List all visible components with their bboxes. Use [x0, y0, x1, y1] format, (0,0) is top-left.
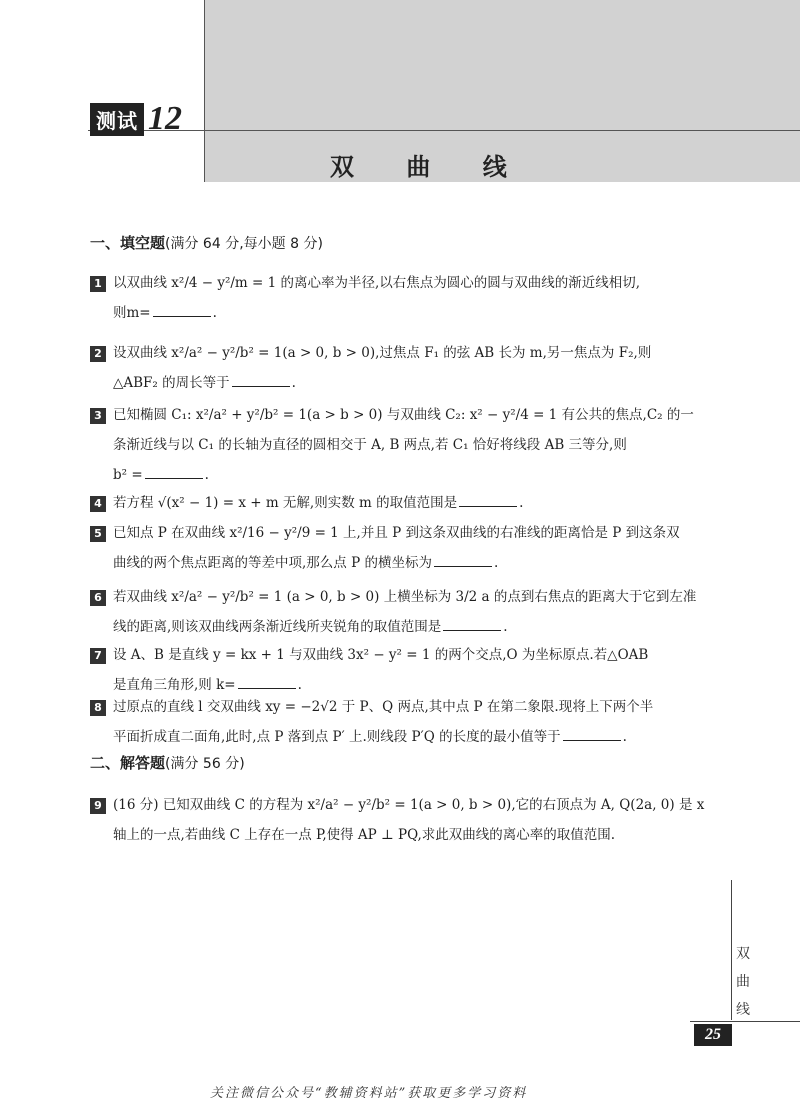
question-tail: .	[212, 305, 217, 321]
question-text: 过原点的直线 l 交双曲线 xy = −2√2 于 P、Q 两点,其中点 P 在第二象限.现将上下两个半	[113, 699, 654, 715]
question-tail: .	[291, 375, 296, 391]
header-divider-horizontal	[88, 130, 800, 131]
question-text: 已知点 P 在双曲线 x²/16 − y²/9 = 1 上,并且 P 到这条双曲线的右准线的距离恰是 P 到这条双	[113, 525, 680, 541]
question-text: 轴上的一点,若曲线 C 上存在一点 P,使得 AP ⊥ PQ,求此双曲线的离心率的取值范围.	[113, 827, 616, 843]
question-tail: .	[622, 729, 627, 745]
question-number-badge: 7	[90, 648, 106, 664]
page-number-rule	[690, 1021, 800, 1022]
section-note: (满分 56 分)	[165, 756, 245, 772]
side-tab-divider	[731, 880, 732, 1020]
question-1	[90, 268, 712, 328]
side-chapter-tab	[736, 940, 750, 1024]
answer-blank[interactable]	[563, 727, 621, 741]
test-badge	[90, 100, 182, 137]
section-note: (满分 64 分,每小题 8 分)	[165, 236, 323, 252]
question-text: 已知椭圆 C₁: x²/a² + y²/b² = 1(a > b > 0) 与双曲线 C₂: x² − y²/4 = 1 有公共的焦点,C₂ 的一	[113, 407, 694, 423]
question-tail: .	[204, 467, 209, 483]
section-heading-fill-in	[90, 232, 323, 253]
question-5	[90, 518, 712, 578]
question-number-badge: 2	[90, 346, 106, 362]
answer-blank[interactable]	[459, 493, 517, 507]
question-text: 线的距离,则该双曲线两条渐近线所夹锐角的取值范围是	[113, 619, 442, 635]
answer-blank[interactable]	[434, 553, 492, 567]
question-4	[90, 488, 712, 518]
side-tab-char: 线	[736, 1002, 750, 1018]
question-number-badge: 6	[90, 590, 106, 606]
question-3	[90, 400, 712, 490]
test-label: 测试	[90, 103, 144, 136]
test-number: 12	[148, 100, 182, 137]
answer-blank[interactable]	[238, 675, 296, 689]
section-title: 二、解答题	[90, 754, 166, 772]
answer-blank[interactable]	[153, 303, 211, 317]
question-number-badge: 8	[90, 700, 106, 716]
question-text: 平面折成直二面角,此时,点 P 落到点 P′ 上.则线段 P′Q 的长度的最小值等于	[113, 729, 561, 745]
question-8	[90, 692, 712, 752]
question-text: 则m=	[113, 305, 151, 321]
question-text: 是直角三角形,则 k=	[113, 677, 236, 693]
question-tail: .	[493, 555, 499, 571]
answer-blank[interactable]	[232, 373, 290, 387]
question-2	[90, 338, 712, 398]
page-number: 25	[694, 1024, 732, 1046]
answer-blank[interactable]	[443, 617, 501, 631]
header-divider-vertical	[204, 0, 205, 182]
question-text: 设双曲线 x²/a² − y²/b² = 1(a > 0, b > 0),过焦点 F₁ 的弦 AB 长为 m,另一焦点为 F₂,则	[113, 345, 652, 361]
footer-note: 关注微信公众号“教辅资料站”获取更多学习资料	[210, 1086, 528, 1101]
question-text: 条渐近线与以 C₁ 的长轴为直径的圆相交于 A, B 两点,若 C₁ 恰好将线段 AB 三等分,则	[113, 437, 627, 453]
section-title: 一、填空题	[90, 234, 166, 252]
question-text: 若方程 √(x² − 1) = x + m 无解,则实数 m 的取值范围是	[113, 495, 458, 511]
answer-blank[interactable]	[145, 465, 203, 479]
side-tab-char: 曲	[736, 974, 750, 990]
question-number-badge: 1	[90, 276, 106, 292]
question-text: 曲线的两个焦点距离的等差中项,那么点 P 的横坐标为	[113, 555, 432, 571]
question-text: (16 分) 已知双曲线 C 的方程为 x²/a² − y²/b² = 1(a > 0, b > 0),它的右顶点为 A, Q(2a, 0) 是 x	[113, 797, 705, 813]
question-text: 若双曲线 x²/a² − y²/b² = 1 (a > 0, b > 0) 上横坐标为 3/2 a 的点到右焦点的距离大于它到左准	[113, 589, 697, 605]
question-number-badge: 3	[90, 408, 106, 424]
question-7	[90, 640, 712, 700]
question-6	[90, 582, 712, 642]
side-tab-char: 双	[736, 946, 750, 962]
page-title: 双 曲 线	[330, 153, 529, 181]
question-tail: .	[503, 619, 508, 635]
question-text: b² =	[113, 467, 143, 483]
question-text: 设 A、B 是直线 y = kx + 1 与双曲线 3x² − y² = 1 的两个交点,O 为坐标原点.若△OAB	[113, 647, 649, 663]
question-tail: .	[297, 677, 302, 693]
question-number-badge: 9	[90, 798, 106, 814]
question-9	[90, 790, 712, 850]
question-text: △ABF₂ 的周长等于	[113, 375, 230, 391]
question-text: 以双曲线 x²/4 − y²/m = 1 的离心率为半径,以右焦点为圆心的圆与双曲线的渐近线相切,	[113, 275, 641, 291]
question-number-badge: 5	[90, 526, 106, 542]
section-heading-answer	[90, 752, 245, 773]
question-tail: .	[519, 495, 524, 511]
question-number-badge: 4	[90, 496, 106, 512]
